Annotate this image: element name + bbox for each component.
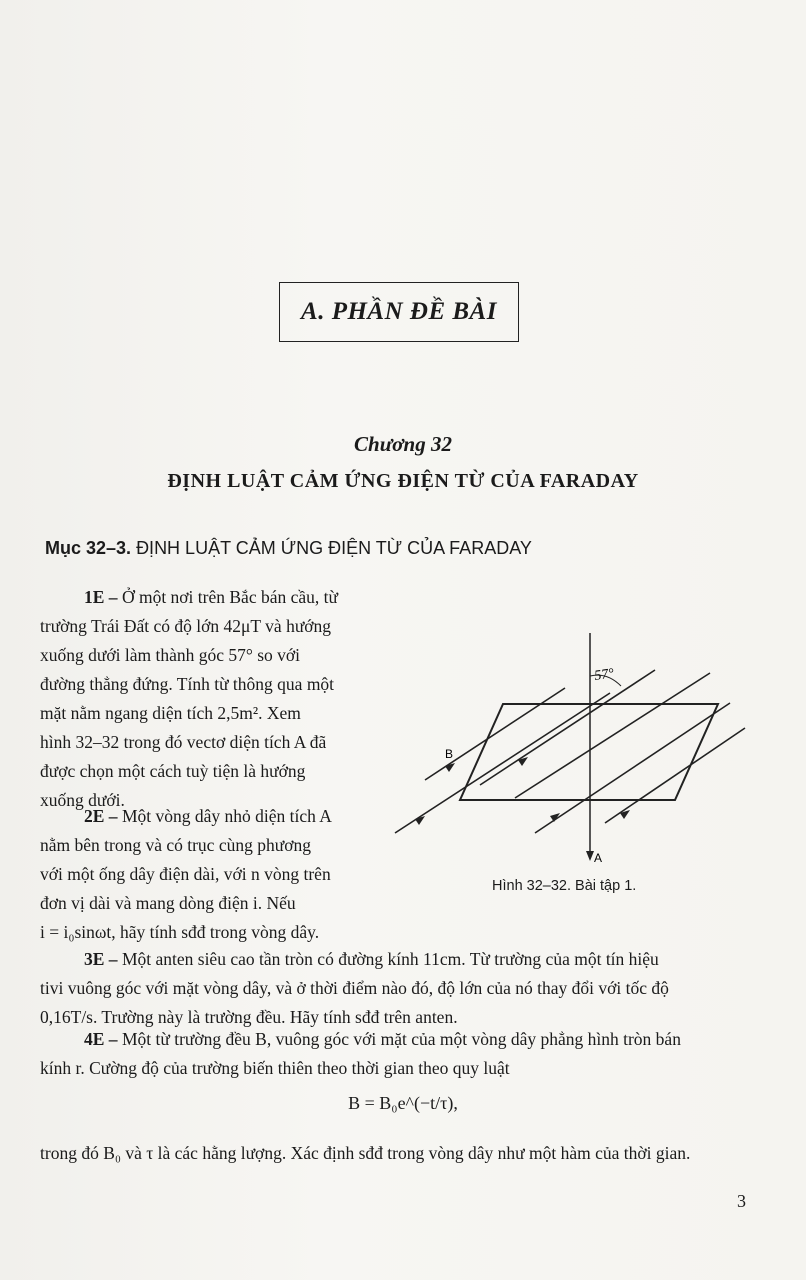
problem-label: 4E – — [84, 1029, 118, 1049]
label-b: B — [445, 747, 454, 761]
problem-label: 2E – — [84, 806, 118, 826]
problem-line: đơn vị dài và mang dòng điện i. Nếu — [40, 893, 296, 913]
problem-line: i = i₀sinωt, hãy tính sđđ trong vòng dây. — [40, 922, 320, 942]
problem-line: Một vòng dây nhỏ diện tích A — [121, 806, 332, 826]
problem-line: hình 32–32 trong đó vectơ diện tích A đã — [40, 732, 327, 752]
chapter-title: ĐỊNH LUẬT CẢM ỨNG ĐIỆN TỪ CỦA FARADAY — [167, 470, 639, 492]
label-a: A — [594, 851, 603, 865]
figure-32-32 — [385, 628, 755, 878]
section-heading: A. PHẦN ĐỀ BÀI — [279, 282, 519, 342]
problem-4e — [40, 1025, 764, 1083]
problem-line: tivi vuông góc với mặt vòng dây, và ở thời điểm nào đó, độ lớn của nó thay đổi với tốc độ — [40, 978, 669, 998]
horizontal-plane — [460, 704, 718, 800]
problem-line: xuống dưới làm thành góc 57° so với — [40, 645, 301, 665]
problem-line: nằm bên trong và có trục cùng phương — [40, 835, 311, 855]
figure-caption: Hình 32–32. Bài tập 1. — [492, 878, 637, 894]
problem-line: mặt nằm ngang diện tích 2,5m². Xem — [40, 703, 301, 723]
problem-line: Một anten siêu cao tần tròn có đường kính 11cm. Từ trường của một tín hiệu — [121, 949, 659, 969]
problem-line: với một ống dây điện dài, với n vòng trên — [40, 864, 331, 884]
subsection-label: Mục 32–3. — [45, 538, 132, 558]
problem-line: Ở một nơi trên Bắc bán cầu, từ — [121, 587, 338, 607]
problem-line: 0,16T/s. Trường này là trường đều. Hãy tính sđđ trên anten. — [40, 1007, 458, 1027]
problem-line: trường Trái Đất có độ lớn 42μT và hướng — [40, 616, 332, 636]
problem-label: 1E – — [84, 587, 118, 607]
problem-label: 3E – — [84, 949, 118, 969]
problem-line: xuống dưới. — [40, 790, 125, 810]
chapter-number: Chương 32 — [354, 432, 452, 456]
problem-2e — [40, 802, 374, 947]
problem-3e — [40, 945, 764, 1032]
page-number: 3 — [737, 1191, 746, 1211]
problem-1e — [40, 583, 374, 815]
problem-line: đường thẳng đứng. Tính từ thông qua một — [40, 674, 335, 694]
formula: B = B₀e^(−t/τ), — [348, 1093, 458, 1113]
problem-line: kính r. Cường độ của trường biến thiên theo thời gian theo quy luật — [40, 1058, 510, 1078]
angle-label: 57° — [593, 666, 615, 684]
problem-line: Một từ trường đều B, vuông góc với mặt của một vòng dây phẳng hình tròn bán — [121, 1029, 681, 1049]
subsection-heading — [45, 538, 532, 559]
closing-text: trong đó B₀ và τ là các hằng lượng. Xác định sđđ trong vòng dây như một hàm của thời gian. — [40, 1143, 691, 1163]
subsection-title: ĐỊNH LUẬT CẢM ỨNG ĐIỆN TỪ CỦA FARADAY — [136, 538, 532, 558]
arrow-a-head — [586, 851, 594, 861]
problem-line: được chọn một cách tuỳ tiện là hướng — [40, 761, 306, 781]
